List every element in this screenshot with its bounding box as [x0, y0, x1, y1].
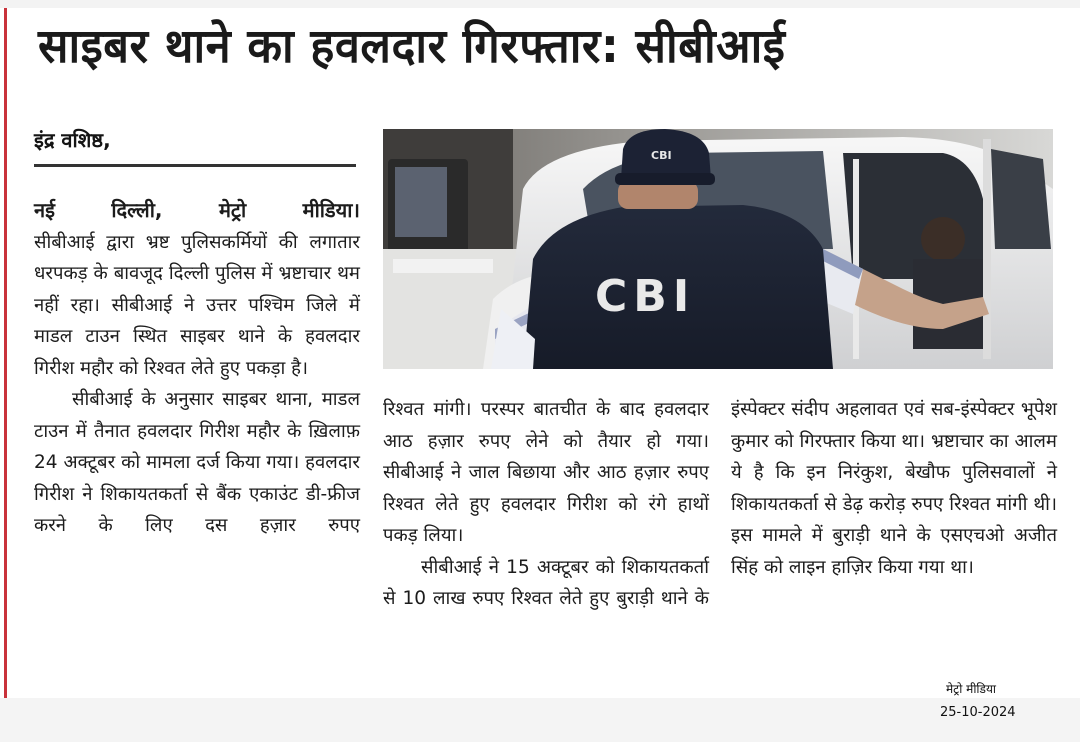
article-column-2	[383, 394, 709, 615]
top-strip	[0, 0, 1080, 8]
dateline: नई दिल्ली, मेट्रो मीडिया।	[34, 198, 360, 222]
paragraph: सीबीआई ने 15 अक्टूबर को शिकायतकर्ता से 10 लाख रुपए रिश्वत लेते हुए बुराड़ी थाने के	[383, 556, 709, 609]
article-column-1	[34, 195, 360, 542]
vest-label: CBI	[595, 271, 696, 322]
paragraph: सीबीआई के अनुसार साइबर थाना, माडल टाउन में तैनात हवलदार गिरीश महौर के ख़िलाफ़ 24 अक्टूबर को मामला दर्ज किया गया। हवलदार गिरीश ने शिकायतकर्ता से बैंक एकाउंट डी-फ्रीज करने के लिए दस हज़ार रुपए	[34, 389, 360, 536]
footer-area	[0, 698, 1080, 742]
paragraph: इंस्पेक्टर संदीप अहलावत एवं सब-इंस्पेक्टर भूपेश कुमार को गिरफ्तार किया था। भ्रष्टाचार का आलम ये है कि इन निरंकुश, बेखौफ पुलिसवालों ने शिकायतकर्ता से डेढ़ करोड़ रुपए रिश्वत मांगी थी। इस मामले में बुराड़ी थाने के एसएचओ अजीत सिंह को लाइन हाज़िर किया गया था।	[731, 399, 1057, 578]
date-stamp: 25-10-2024	[940, 705, 1016, 720]
paragraph: सीबीआई द्वारा भ्रष्ट पुलिसकर्मियों की लगातार धरपकड़ के बावजूद दिल्ली पुलिस में भ्रष्टाचार थम नहीं रहा। सीबीआई ने उत्तर पश्चिम जिले में माडल टाउन स्थित साइबर थाने के हवलदार गिरीश महौर को रिश्वत लेते हुए पकड़ा है।	[34, 231, 360, 379]
byline: इंद्र वशिष्ठ,	[34, 128, 111, 152]
paragraph: रिश्वत मांगी। परस्पर बातचीत के बाद हवलदार आठ हज़ार रुपए लेने को तैयार हो गया। सीबीआई ने जाल बिछाया और आठ हज़ार रुपए रिश्वत लेते हुए हवलदार गिरीश को रंगे हाथों पकड़ लिया।	[383, 399, 709, 546]
left-margin-rule	[4, 8, 7, 698]
headline: साइबर थाने का हवलदार गिरफ्तार: सीबीआई	[38, 19, 786, 74]
credit-line: मेट्रो मीडिया	[946, 682, 997, 696]
byline-divider	[34, 164, 356, 167]
cap-label: CBI	[651, 149, 672, 162]
cbi-officer-photo	[383, 129, 1053, 369]
article-column-3	[731, 394, 1057, 583]
news-photo	[383, 129, 1053, 369]
adjacent-article-edge	[1072, 240, 1080, 660]
